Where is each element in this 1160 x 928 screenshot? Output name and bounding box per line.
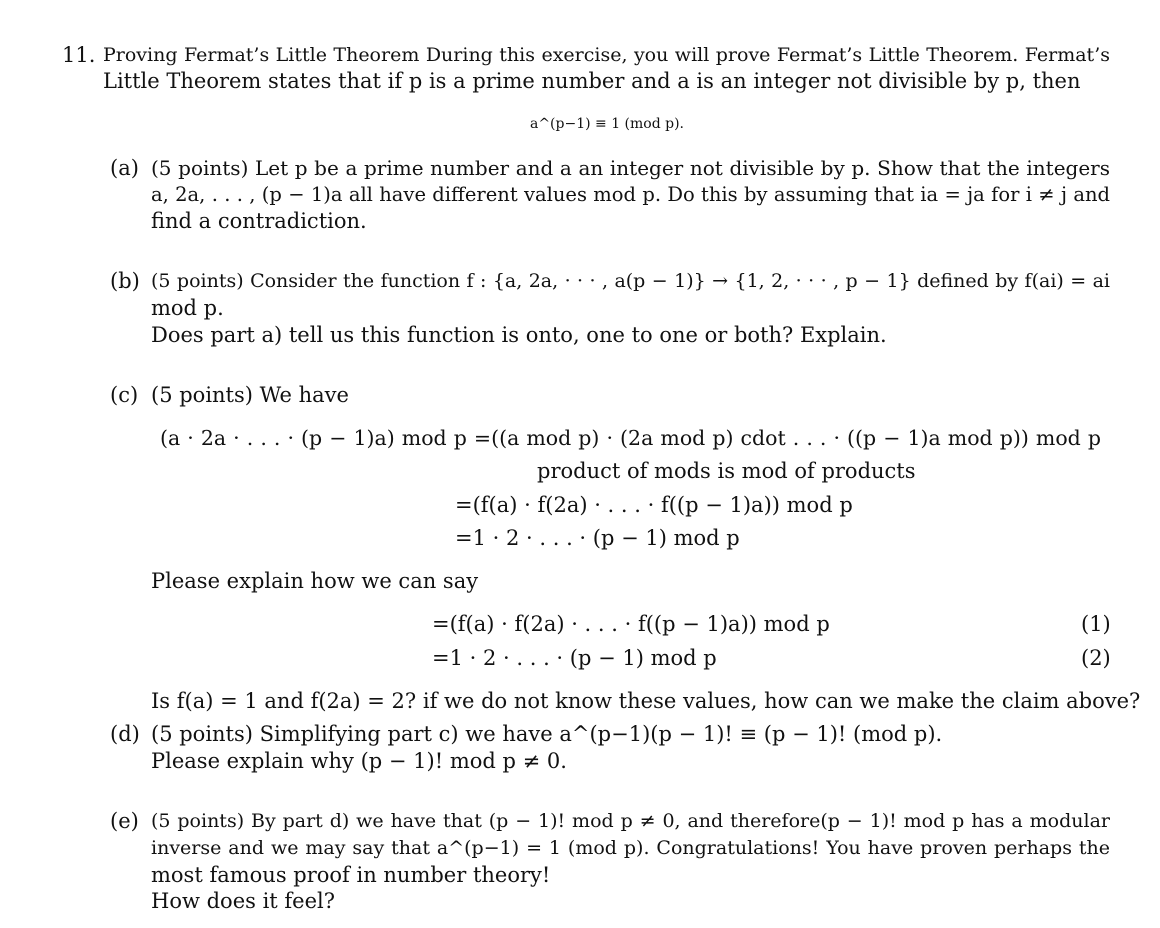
part-b-line1: (5 points) Consider the function f : {a, 2a, · · · , a(p − 1)} → {1, 2, · · · , p − 1} defined by f(ai) = ai (151, 270, 1110, 292)
part-b-label: (b) (110, 269, 140, 293)
part-c-eq4: =(f(a) · f(2a) · . . . · f((p − 1)a)) mod p (432, 612, 830, 636)
equation-tag-2: (2) (1081, 646, 1111, 670)
equation-tag-1: (1) (1081, 612, 1111, 636)
problem-intro-line2: Little Theorem states that if p is a prime number and a is an integer not divisible by p, then (103, 69, 1081, 93)
part-d-line1: (5 points) Simplifying part c) we have a^(p−1)(p − 1)! ≡ (p − 1)! (mod p). (151, 722, 943, 746)
part-a-line1: (5 points) Let p be a prime number and a an integer not divisible by p. Show that the integers (151, 156, 1110, 180)
part-d-label: (d) (110, 722, 140, 746)
part-c-eq3: =1 · 2 · . . . · (p − 1) mod p (455, 526, 740, 550)
part-a-line3: find a contradiction. (151, 209, 367, 233)
part-e-line2: inverse and we may say that a^(p−1) = 1 (mod p). Congratulations! You have proven perhaps the (151, 837, 1110, 859)
part-c-eq2: =(f(a) · f(2a) · . . . · f((p − 1)a)) mod p (455, 493, 853, 517)
problem-title: Proving Fermat’s Little Theorem (103, 44, 420, 66)
main-formula: a^(p−1) ≡ 1 (mod p). (529, 116, 685, 132)
part-c-question: Is f(a) = 1 and f(2a) = 2? if we do not know these values, how can we make the claim above? (151, 689, 1141, 713)
part-c-ask: Please explain how we can say (151, 569, 479, 593)
part-c-eq1-note: product of mods is mod of products (537, 459, 916, 483)
part-e-line1: (5 points) By part d) we have that (p − 1)! mod p ≠ 0, and therefore(p − 1)! mod p has a modular (151, 810, 1110, 832)
part-c-eq5: =1 · 2 · . . . · (p − 1) mod p (432, 646, 717, 670)
part-e-line3: most famous proof in number theory! (151, 863, 551, 887)
part-e-line4: How does it feel? (151, 889, 336, 913)
part-a-line2: a, 2a, . . . , (p − 1)a all have different values mod p. Do this by assuming that ia = ja for i ≠ j and (151, 183, 1110, 206)
part-e-label: (e) (110, 809, 139, 833)
part-c-line1: (5 points) We have (151, 383, 349, 407)
part-b-line2: mod p. (151, 296, 224, 320)
part-c-eq1: (a · 2a · . . . · (p − 1)a) mod p =((a mod p) · (2a mod p) cdot . . . · ((p − 1)a mod p)) mod p (160, 426, 1101, 450)
part-a-label: (a) (110, 156, 139, 180)
part-d-line2: Please explain why (p − 1)! mod p ≠ 0. (151, 749, 567, 773)
problem-intro-line1 (103, 42, 1110, 69)
part-c-label: (c) (110, 383, 139, 407)
problem-number: 11. (62, 43, 96, 67)
problem-intro-rest: During this exercise, you will prove Fermat’s Little Theorem. Fermat’s (425, 44, 1110, 66)
part-b-line3: Does part a) tell us this function is onto, one to one or both? Explain. (151, 323, 887, 347)
